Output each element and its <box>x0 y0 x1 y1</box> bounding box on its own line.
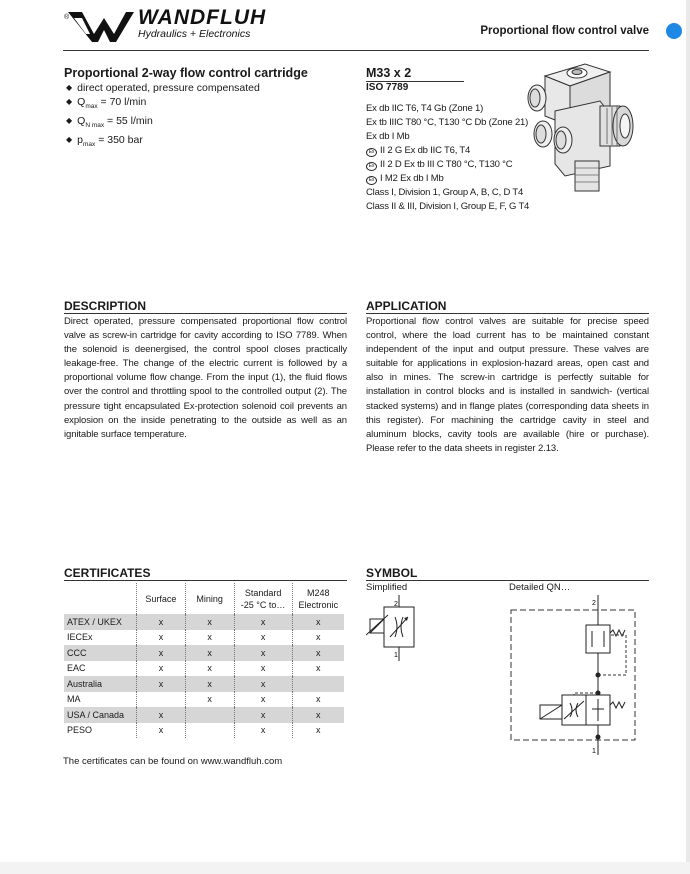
cert-name-cell: CCC <box>64 645 137 661</box>
cert-column-header: M248 Electronic <box>292 583 344 614</box>
company-logo <box>64 6 267 46</box>
cert-mark-cell: x <box>292 692 344 708</box>
ex-mark-icon: Ex <box>366 176 377 185</box>
table-row <box>64 645 344 661</box>
thread-size: M33 x 2 <box>366 66 412 80</box>
ex-protection-list <box>366 102 529 214</box>
cert-column-header <box>64 583 137 614</box>
cert-mark-cell: x <box>137 707 186 723</box>
cert-mark-cell <box>185 723 234 739</box>
simplified-port-2: 2 <box>394 601 398 608</box>
cert-name-cell: EAC <box>67 663 86 674</box>
cert-column-header: Surface <box>137 583 186 614</box>
symbol-detailed-label: Detailed QN… <box>509 582 571 593</box>
ex-mark-icon: Ex <box>366 148 377 157</box>
cert-mark-cell: x <box>292 614 344 630</box>
detailed-port-2: 2 <box>592 600 596 607</box>
ex-protection-item: Ex tb IIIC T80 °C, T130 °C Db (Zone 21) <box>366 117 529 128</box>
ex-protection-item: Class I, Division 1, Group A, B, C, D T4 <box>366 187 524 198</box>
ex-mark-icon: Ex <box>366 162 377 171</box>
page-header-title: Proportional flow control valve <box>480 25 649 37</box>
cert-mark-cell: x <box>137 645 186 661</box>
cert-name-cell: Australia <box>64 676 137 692</box>
browser-extension-icon[interactable] <box>666 23 682 39</box>
cert-mark-cell: x <box>185 630 234 646</box>
detailed-symbol-diagram <box>508 595 638 755</box>
ex-protection-item: Ex II 2 G Ex db IIC T6, T4 <box>366 144 529 158</box>
cert-mark-cell: x <box>234 676 292 692</box>
cert-mark-cell: x <box>234 630 292 646</box>
cert-mark-cell: x <box>234 707 292 723</box>
cert-mark-cell: x <box>292 661 344 677</box>
cert-mark-cell: x <box>185 614 234 630</box>
description-heading: DESCRIPTION <box>64 299 347 314</box>
cert-mark-cell: x <box>137 614 186 630</box>
ex-protection-item: Ex db IIC T6, T4 Gb (Zone 1) <box>366 103 484 114</box>
brand-subtitle: Hydraulics + Electronics <box>138 28 251 40</box>
ex-protection-item: Ex db I Mb <box>366 131 410 142</box>
table-row <box>64 614 344 630</box>
certificates-table <box>64 583 344 738</box>
description-text: Direct operated, pressure compensated proportional flow control valve as screw-in cartridge for cavity according to ISO 7789. When the solenoid is deenergised, the control spool closes practically leakage-free. The change of the electric current is followed by a proportional volume flow change. From the input (1), the fluid flows over the control and throttling spool to the controlled output (2). The pressure tight encapsulated Ex-protection solenoid coil prevents an explosion on the inside penetrating to the outside as well as an ignitable surface temperature. <box>64 316 347 440</box>
cartridge-valve-image <box>515 56 655 206</box>
product-feature-item: ◆ $Q_{max} = 70$ l/min <box>66 95 260 114</box>
table-row <box>64 723 344 739</box>
simplified-symbol-diagram <box>366 595 426 665</box>
cert-name-cell: IECEx <box>67 632 93 643</box>
table-row <box>64 692 344 708</box>
window-edge-strip <box>686 0 690 874</box>
application-heading: APPLICATION <box>366 299 649 314</box>
product-feature-item: ◆ direct operated, pressure compensated <box>66 81 260 95</box>
cert-mark-cell: x <box>185 661 234 677</box>
brand-name: WANDFLUH <box>138 6 267 29</box>
cert-mark-cell: x <box>185 645 234 661</box>
cert-column-header: Standard -25 °C to… <box>234 583 292 614</box>
cert-mark-cell: x <box>292 723 344 739</box>
product-features <box>66 81 260 152</box>
cert-mark-cell <box>185 707 234 723</box>
product-feature-item: ◆ $Q_{N max} = 55$ l/min <box>66 114 260 133</box>
header-divider <box>63 50 649 51</box>
cert-mark-cell: x <box>137 676 186 692</box>
registered-mark: ® <box>64 14 70 21</box>
application-text: Proportional flow control valves are suitable for precise speed control, where the load current has to be maintained constant independent of the input and output pressure. These valves are suitable for applications in explosion-hazard areas, open cast and also in mines. The screw-in cartridge is perfectly suitable for installation in control blocks and is installed in sandwich- (vertical stacked systems) and in flange plates (corresponding data sheets in this register). For machining the cartridge cavity in steel and aluminum blocks, cavity tools are available (hire or purchase). Please refer to the data sheets in register 2.13. <box>366 316 649 454</box>
detailed-port-1: 1 <box>592 748 596 755</box>
symbol-simplified-label: Simplified <box>366 582 408 593</box>
logo-wave-icon <box>66 8 136 44</box>
cert-mark-cell: x <box>234 723 292 739</box>
ex-protection-item: Ex II 2 D Ex tb III C T80 °C, T130 °C <box>366 158 529 172</box>
table-row <box>64 707 344 723</box>
cert-mark-cell: x <box>292 630 344 646</box>
symbol-heading: SYMBOL <box>366 566 649 581</box>
cert-name-cell: PESO <box>67 725 93 736</box>
viewer-bottom-bar <box>0 862 690 874</box>
cert-mark-cell: x <box>234 645 292 661</box>
certificates-heading: CERTIFICATES <box>64 566 347 581</box>
cert-mark-cell: x <box>185 676 234 692</box>
simplified-port-1: 1 <box>394 652 398 659</box>
table-row <box>64 661 344 677</box>
cert-mark-cell: x <box>234 614 292 630</box>
iso-standard: ISO 7789 <box>366 82 409 93</box>
cert-name-cell: ATEX / UKEX <box>64 614 137 630</box>
cert-name-cell: MA <box>67 694 81 705</box>
cert-mark-cell: x <box>292 707 344 723</box>
certificates-note: The certificates can be found on www.wandfluh.com <box>63 756 283 767</box>
cert-column-header: Mining <box>185 583 234 614</box>
cert-mark-cell: x <box>137 661 186 677</box>
ex-protection-item: Class II & III, Division I, Group E, F, G T4 <box>366 201 530 212</box>
cert-mark-cell <box>137 692 186 708</box>
ex-protection-item: Ex I M2 Ex db I Mb <box>366 172 529 186</box>
cert-mark-cell: x <box>185 692 234 708</box>
table-row <box>64 630 344 646</box>
product-title: Proportional 2-way flow control cartridge <box>64 66 308 80</box>
cert-name-cell: USA / Canada <box>64 707 137 723</box>
cert-mark-cell: x <box>292 645 344 661</box>
cert-mark-cell: x <box>234 661 292 677</box>
cert-mark-cell: x <box>137 630 186 646</box>
table-row <box>64 676 344 692</box>
cert-mark-cell: x <box>137 723 186 739</box>
cert-mark-cell <box>292 676 344 692</box>
cert-mark-cell: x <box>234 692 292 708</box>
product-feature-item: ◆ $p_{max} = 350$ bar <box>66 133 260 152</box>
